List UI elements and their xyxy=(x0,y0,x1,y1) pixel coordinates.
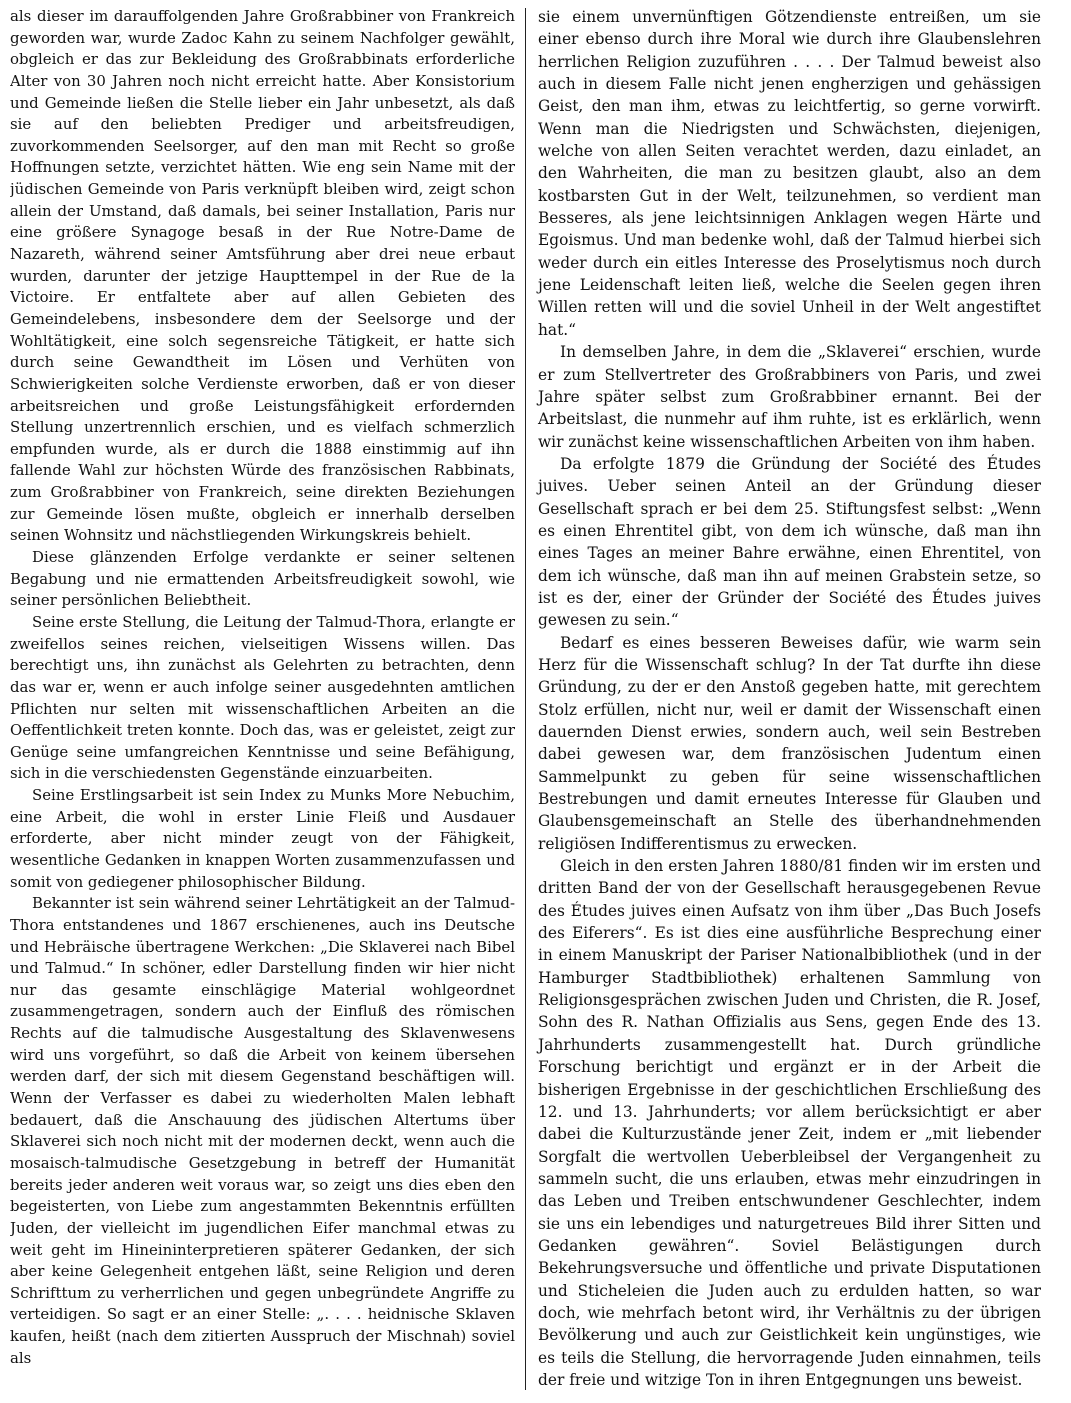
paragraph: Bekannter ist sein während seiner Lehrtätigkeit an der Talmud-Thora entstandenes und 1867 erschienenes, auch ins Deutsche und Hebräische übertragene Werkchen: „Die Sklaverei nach Bibel und Talmud.“ In schöner, edler Darstellung finden wir hier nicht nur das gesamte einschlägige Material wohlgeordnet zusammengetragen, sondern auch der Einfluß des römischen Rechts auf die talmudische Ausgestaltung des Sklavenwesens wird uns vorgeführt, so daß die Arbeit von keinem übersehen werden darf, der sich mit diesem Gegenstand beschäftigen will. Wenn der Verfasser es dabei zu wiederholten Malen lebhaft bedauert, daß die Anschauung des jüdischen Altertums über Sklaverei sich noch nicht mit der modernen deckt, wenn auch die mosaisch-talmudische Gesetzgebung in betreff der Humanität bereits jeder anderen weit voraus war, so zeigt uns dies eben den begeisterten, von Liebe zum angestammten Bekenntnis erfüllten Juden, der vielleicht im jugendlichen Eifer manchmal etwas zu weit geht im Hineininterpretieren späterer Gedanken, der sich aber keine Gelegenheit entgehen läßt, seine Religion und deren Schrifttum zu verherrlichen und gegen unbegründete Angriffe zu verteidigen. So sagt er an einer Stelle: „. . . . heidnische Sklaven kaufen, heißt (nach dem zitierten Ausspruch der Mischnah) soviel als xyxy=(10,894,515,1367)
paragraph: Da erfolgte 1879 die Gründung der Société des Études juives. Ueber seinen Anteil an der Gründung dieser Gesellschaft sprach er bei dem 25. Stiftungsfest selbst: „Wenn es einen Ehrentitel gibt, von dem ich wünsche, daß man ihn eines Tages an meiner Bahre erwähne, einen Ehrentitel, von dem ich wünsche, daß man ihn auf meinen Grabstein setze, so ist es der, einer der Gründer der Société des Études juives gewesen zu sein.“ xyxy=(538,454,1041,630)
paragraph: Seine Erstlingsarbeit ist sein Index zu Munks More Nebuchim, eine Arbeit, die wohl in erster Linie Fleiß und Ausdauer erforderte, aber nicht minder zeugt von der Fähigkeit, wesentliche Gedanken in knappen Worten zusammenzufassen und somit von gediegener philosophischer Bildung. xyxy=(10,786,515,891)
paragraph: Seine erste Stellung, die Leitung der Talmud-Thora, erlangte er zweifellos seines reichen, vielseitigen Wissens willen. Das berechtigt uns, ihn zunächst als Gelehrten zu betrachten, denn das war er, wenn er auch infolge seiner ausgedehnten amtlichen Pflichten nur selten mit wissenschaftlichen Arbeiten an die Oeffentlichkeit treten konnte. Doch das, was er geleistet, zeigt zur Genüge seine umfangreichen Kenntnisse und seine Befähigung, sich in die verschiedensten Gegenstände einzuarbeiten. xyxy=(10,612,515,783)
paragraph: sie einem unvernünftigen Götzendienste entreißen, um sie einer ebenso durch ihre Moral wie durch ihre Glaubenslehren herrlichen Religion zuzuführen . . . . Der Talmud beweist also auch in diesem Falle nicht jenen engherzigen und gehässigen Geist, den man ihm, etwas zu leichtfertig, so gerne vorwirft. Wenn man die Niedrigsten und Schwächsten, diejenigen, welche von allen Seiten verachtet werden, dazu einladet, an den Wahrheiten, die man zu besitzen glaubt, also an dem kostbarsten Gut in der Welt, teilzunehmen, so verdient man Besseres, als jene leichtsinnigen Anklagen wegen Härte und Egoismus. Und man bedenke wohl, daß der Talmud hierbei sich weder durch ein eitles Interesse des Proselytismus noch durch jene Leidenschaft leiten ließ, welche die Seelen gegen ihren Willen retten will und die soviel Unheil in der Welt angestiftet hat.“ xyxy=(538,8,1041,339)
paragraph: Bedarf es eines besseren Beweises dafür, wie warm sein Herz für die Wissenschaft schlug? In der Tat durfte ihn diese Gründung, zu der er den Anstoß gegeben hatte, mit gerechtem Stolz erfüllen, nicht nur, weil er damit der Wissenschaft einen dauernden Dienst erwies, sondern auch, weil sein Bestreben dabei gewesen war, dem französischen Judentum einen Sammelpunkt zu geben für seine wissenschaftlichen Bestrebungen und damit erneutes Interesse für Glauben und Glaubensgemeinschaft an Stelle des überhandnehmenden religiösen Indifferentismus zu erwecken. xyxy=(538,633,1041,853)
paragraph: als dieser im darauffolgenden Jahre Großrabbiner von Frankreich geworden war, wurde Zadoc Kahn zu seinem Nachfolger gewählt, obgleich er das zur Bekleidung des Großrabbinats erforderliche Alter von 30 Jahren noch nicht erreicht hatte. Aber Konsistorium und Gemeinde ließen die Stelle lieber ein Jahr unbesetzt, als daß sie auf den beliebten Prediger und arbeitsfreudigen, zuvorkommenden Seelsorger, auf den man mit Recht so große Hoffnungen setzte, verzichtet hätten. Wie eng sein Name mit der jüdischen Gemeinde von Paris verknüpft bleiben wird, zeigt schon allein der Umstand, daß damals, bei seiner Installation, Paris nur eine größere Synagoge besaß in der Rue Notre-Dame de Nazareth, während seiner Amtsführung aber drei neue erbaut wurden, darunter der jetzige Haupttempel in der Rue de la Victoire. Er entfaltete aber auf allen Gebieten des Gemeindelebens, insbesondere dem der Seelsorge und der Wohltätigkeit, eine solch segensreiche Tätigkeit, er hatte sich durch seine Gewandtheit im Lösen und Verhüten von Schwierigkeiten solche Verdienste erworben, daß er von dieser arbeitsreichen und große Leistungsfähigkeit erfordernden Stellung unzertrennlich erschien, und es vielfach schmerzlich empfunden wurde, als er durch die 1888 einstimmig auf ihn fallende Wahl zur höchsten Würde des französischen Rabbinats, zum Großrabbiner von Frankreich, seine direkten Beziehungen zur Gemeinde lösen mußte, obgleich er innerhalb derselben seinen Wohnsitz und nächstliegenden Wirkungskreis behielt. xyxy=(10,7,515,545)
left-column xyxy=(10,6,525,1396)
right-column xyxy=(526,6,1041,1396)
two-column-layout xyxy=(10,6,1061,1396)
paragraph: Diese glänzenden Erfolge verdankte er seiner seltenen Begabung und nie ermattenden Arbeitsfreudigkeit sowohl, wie seiner persönlichen Beliebtheit. xyxy=(10,548,515,610)
paragraph: In demselben Jahre, in dem die „Sklaverei“ erschien, wurde er zum Stellvertreter des Großrabbiners von Paris, und zwei Jahre später selbst zum Großrabbiner ernannt. Bei der Arbeitslast, die nunmehr auf ihm ruhte, ist es erklärlich, wenn wir zunächst keine wissenschaftlichen Arbeiten von ihm haben. xyxy=(538,343,1041,451)
paragraph: Gleich in den ersten Jahren 1880/81 finden wir im ersten und dritten Band der von der Gesellschaft herausgegebenen Revue des Études juives einen Aufsatz von ihm über „Das Buch Josefs des Eiferers“. Es ist dies eine ausführliche Besprechung einer in einem Manuskript der Pariser Nationalbibliothek (und in der Hamburger Stadtbibliothek) erhaltenen Sammlung von Religionsgesprächen zwischen Juden und Christen, die R. Josef, Sohn des R. Nathan Offizialis aus Sens, gegen Ende des 13. Jahrhunderts zusammengestellt hat. Durch gründliche Forschung berichtigt und ergänzt er in der Arbeit die bisherigen Ergebnisse in der geschichtlichen Erschließung des 12. und 13. Jahrhunderts; vor allem berücksichtigt er aber dabei die Kulturzustände jener Zeit, indem er „mit liebender Sorgfalt die wertvollen Ueberbleibsel der Vergangenheit zu sammeln sucht, die uns erlauben, etwas mehr einzudringen in das Leben und Treiben entschwundener Geschlechter, indem sie uns ein lebendiges und naturgetreues Bild ihrer Sitten und Gedanken gewähren“. Soviel Belästigungen durch Bekehrungsversuche und öffentliche und private Disputationen und Sticheleien die Juden auch zu erdulden hatten, so war doch, wie mehrfach betont wird, ihr Verhältnis zu der übrigen Bevölkerung und auch zur Geistlichkeit kein ungünstiges, wie es teils die Stellung, die hervorragende Juden einnahmen, teils der freie und witzige Ton in ihren Entgegnungen uns beweist. xyxy=(538,857,1041,1389)
